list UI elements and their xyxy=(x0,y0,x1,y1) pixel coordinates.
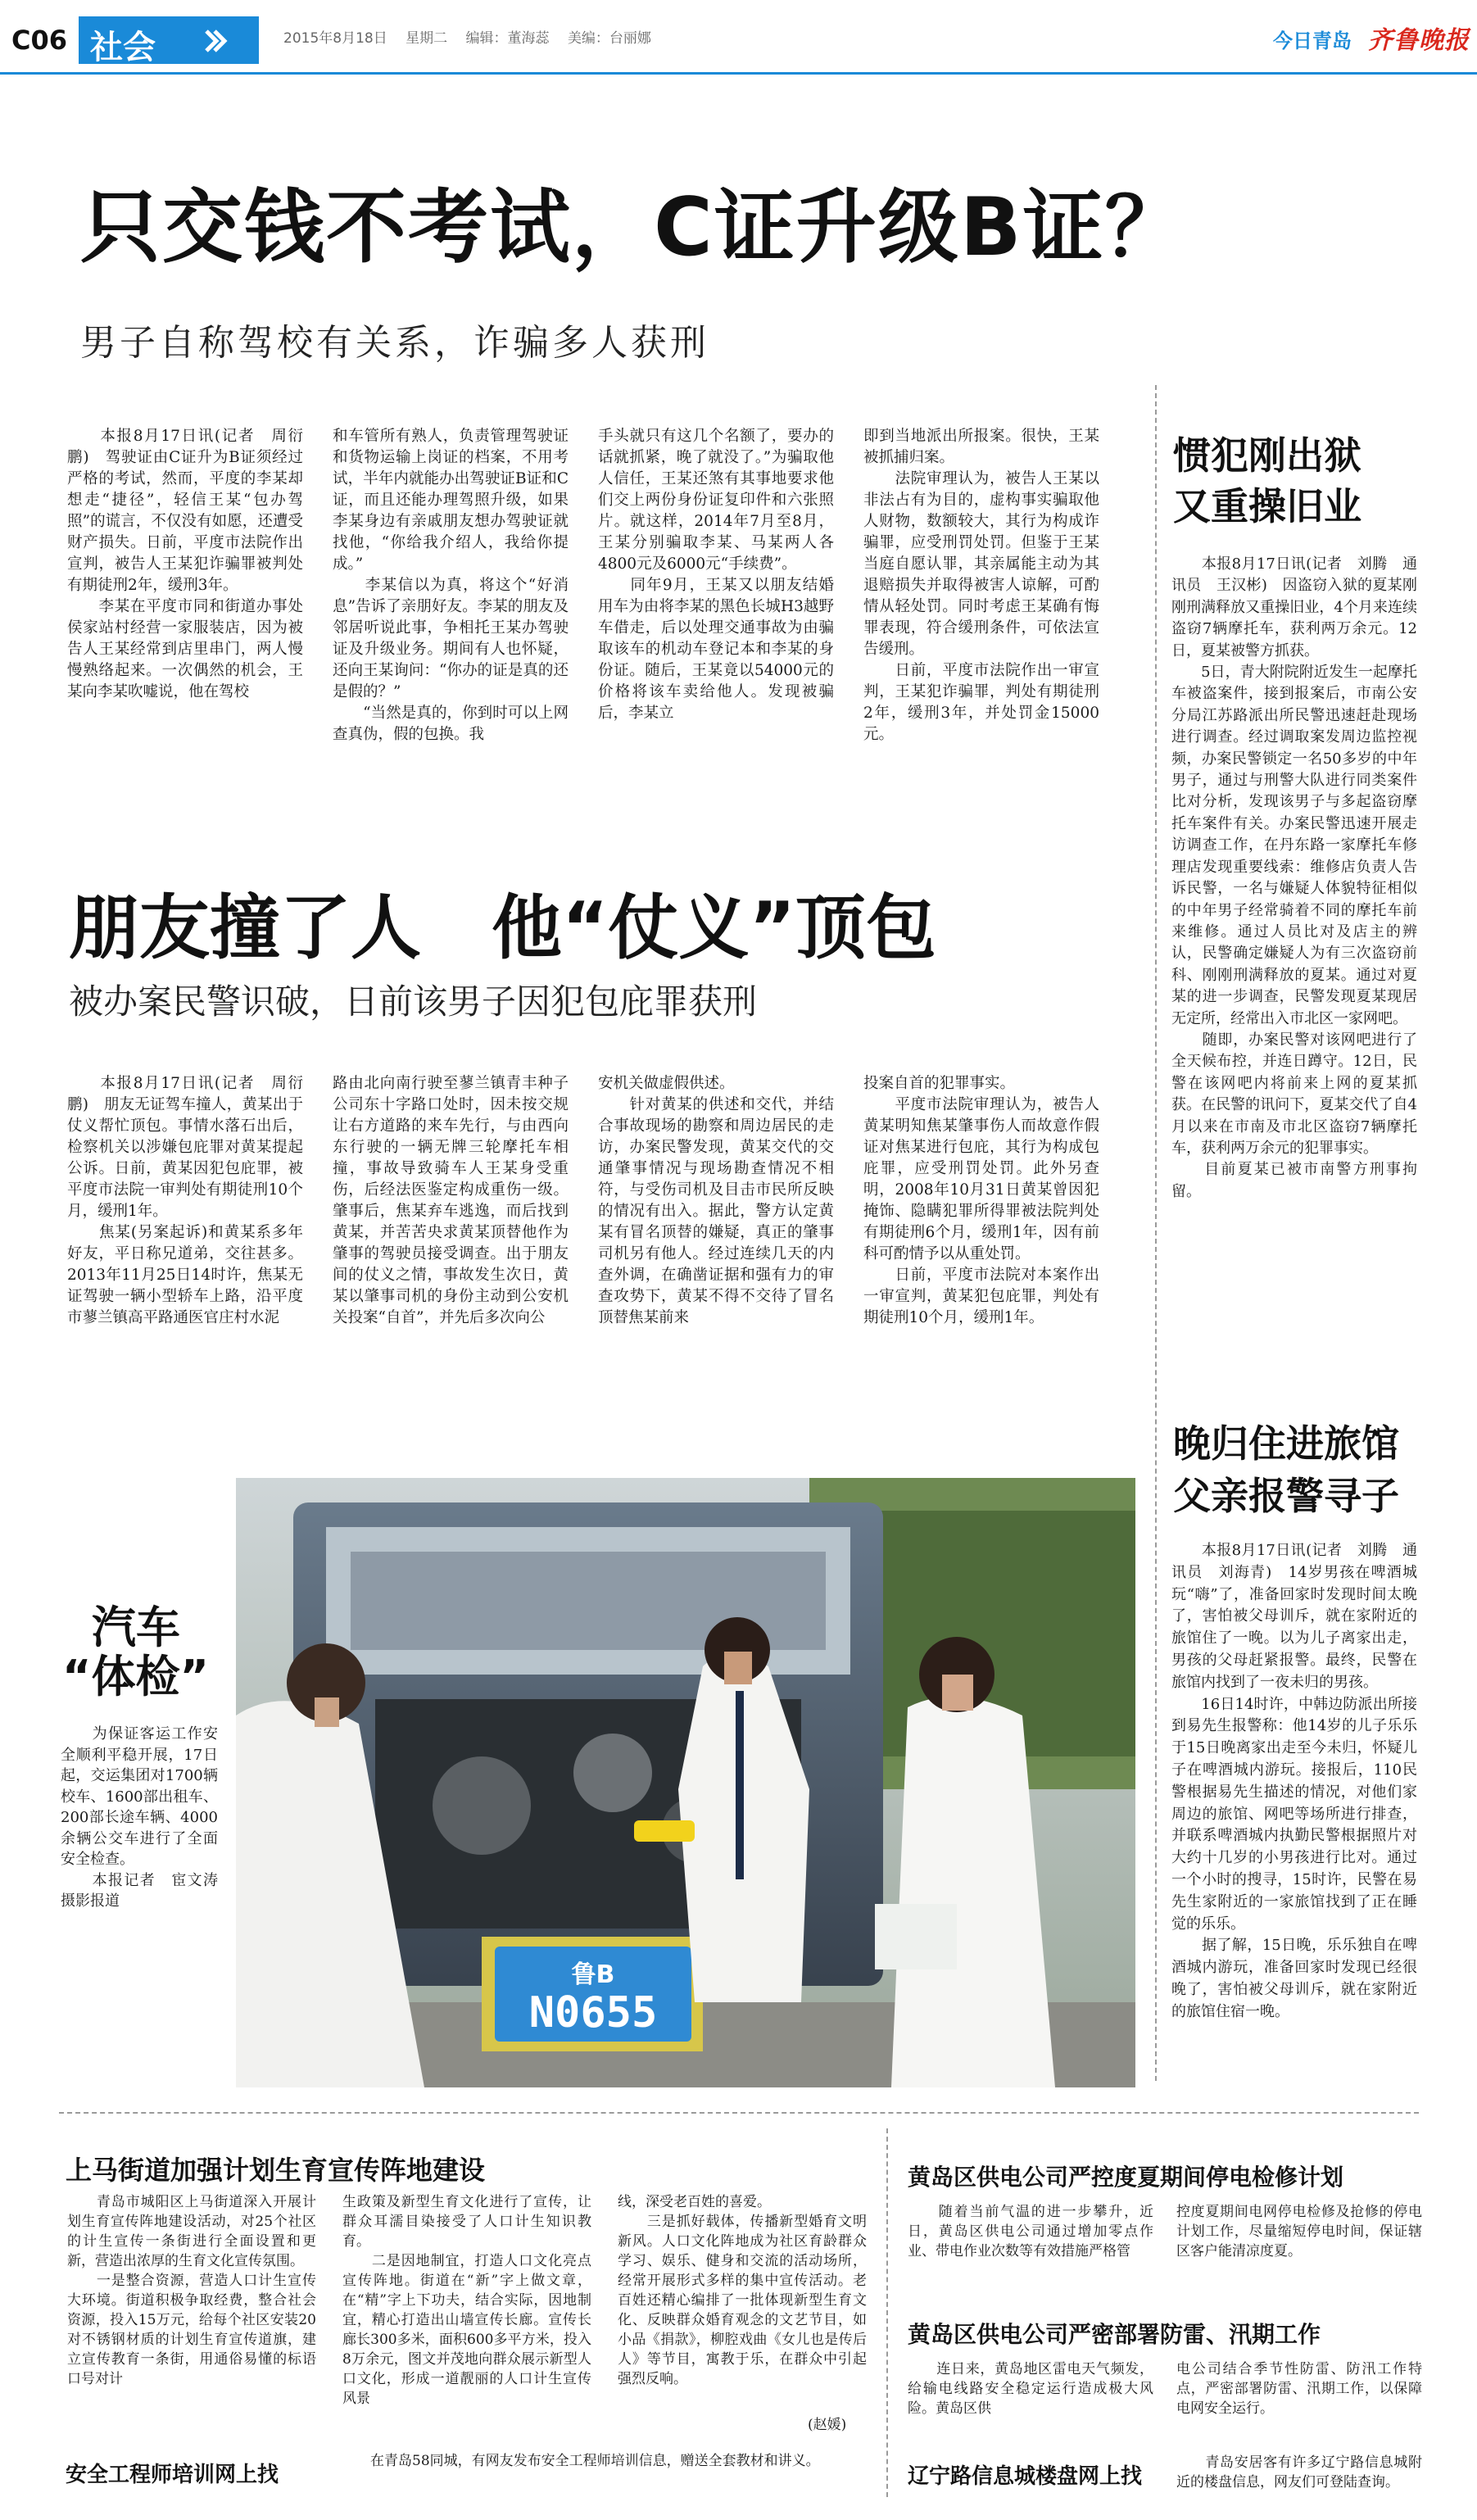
brief3-col2: 控度夏期间电网停电检修及抢修的停电计划工作，尽量缩短停电时间，保证辖区客户能清凉度夏。 xyxy=(1176,2204,1422,2259)
story1-col2: 和车管所有熟人，负责管理驾驶证和货物运输上岗证的档案，不用考试，半年内就能办出驾驶证B证和C证，而且还能办理驾照升级，如果李某身边有亲戚朋友想办驾驶证就找他，“你给我介绍人，我给你提成。” 李某信以为真，将这个“好消息”告诉了亲朋好友。李某的朋友及邻居听说此事，争相托王某办驾驶证及升级业务。期间有人也怀疑，还向王某询问：“你办的证是真的还是假的？” “当然是真的，你到时可以上网查真伪，假的包换。我 xyxy=(333,428,569,743)
story1-col3: 手头就只有这几个名额了，要办的话就抓紧，晚了就没了。”为骗取他人信任，王某还煞有其事地要求他们交上两份身份证复印件和六张照片。就这样，2014年7月至8月，王某分别骗取李某、马某两人各4800元及6000元“手续费”。 同年9月，王某又以朋友结婚用车为由将李某的黑色长城H3越野车借走，后以处理交通事故为由骗取该车的机动车登记本和李某的身份证。随后，王某竟以54000元的价格将该车卖给他人。发现被骗后，李某立 xyxy=(598,428,834,722)
story2-col2: 路由北向南行驶至蓼兰镇青丰种子公司东十字路口处时，因未按交规让右方道路的来车先行，与由西向东行驶的一辆无牌三轮摩托车相撞，事故导致骑车人王某身受重伤，后经法医鉴定构成重伤一级。肇事后，焦某弃车逃逸，而后找到黄某，并苦苦央求黄某顶替他作为肇事的驾驶员接受调查。出于朋友间的仗义之情，事故发生次日，黄某以肇事司机的身份主动到公安机关投案“自首”，并先后多次向公 xyxy=(333,1075,569,1326)
story1-subhead: 男子自称驾校有关系，诈骗多人获刑 xyxy=(80,322,709,364)
brief4-col1: 连日来，黄岛地区雷电天气频发，给输电线路安全稳定运行造成极大风险。黄岛区供 xyxy=(908,2361,1153,2417)
section-label: 社会 xyxy=(90,29,156,66)
section-tab xyxy=(79,16,259,64)
story1-headline: 只交钱不考试，C证升级B证？ xyxy=(80,181,1187,274)
story2-col3: 安机关做虚假供述。 针对黄某的供述和交代，并结合事故现场的勘察和周边居民的走访，办案民警发现，黄某交代的交通肇事情况与现场勘查情况不相符，与受伤司机及目击市民所反映的情况有出入。据此，警方认定黄某有冒名顶替的嫌疑，真正的肇事司机另有他人。经过连续几天的内查外调，在确凿证据和强有力的审查攻势下，黄某不得不交待了冒名顶替焦某前来 xyxy=(598,1075,834,1326)
brief2-body: 在青岛58同城，有网友发布安全工程师培训信息，赠送全套教材和讲义。 xyxy=(342,2453,820,2469)
brief3-title: 黄岛区供电公司严控度夏期间停电检修计划 xyxy=(908,2164,1344,2191)
header-weekday: 星期二 xyxy=(405,30,448,47)
brief1-author: (赵媛) xyxy=(808,2417,847,2433)
header-editor: 编辑：董海蕊 xyxy=(465,30,550,47)
photo-title-line1: 汽车 xyxy=(92,1602,180,1653)
page-header xyxy=(0,0,1477,74)
story2-subhead: 被办案民警识破，日前该男子因犯包庇罪获刑 xyxy=(69,981,758,1022)
brief1-col3: 线，深受老百姓的喜爱。 三是抓好载体，传播新型婚育文明新风。人口文化阵地成为社区育龄群众学习、娱乐、健身和交流的活动场所，经常开展形式多样的集中宣传活动。老百姓还精心编排了一批体现新型生育文化、反映群众婚育观念的文艺节目，如小品《捐款》，柳腔戏曲《女儿也是传后人》等节目，寓教于乐，在群众中引起强烈反响。 xyxy=(618,2194,867,2387)
photo-caption: 为保证客运工作安全顺利平稳开展，17日起，交运集团对1700辆校车、1600部出租车、200部长途车辆、4000余辆公交车进行了全面安全检查。 本报记者 宦文涛 摄影报道 xyxy=(61,1725,218,1910)
brief1-col2: 生政策及新型生育文化进行了宣传，让群众耳濡目染接受了人口计生知识教育。 二是因地制宜，打造人口文化亮点宣传阵地。街道在“新”字上做文章，在“精”字上下功夫，结合实际，因地制宜，精心打造出山墙宣传长廊。宣传长廊长300多米，面积600多平方米，投入8万余元，图文并茂地向群众展示新型人口文化，形成一道靓丽的人口计生宣传风景 xyxy=(342,2194,591,2407)
header-date: 2015年8月18日 xyxy=(283,30,387,47)
story4-body: 本报8月17日讯(记者 刘腾 通讯员 刘海青) 14岁男孩在啤酒城玩“嗨”了，准备回家时发现时间太晚了，害怕被父母训斥，就在家附近的旅馆住了一晚。以为儿子离家出走，男孩的父母赶紧报警。最终，民警在旅馆内找到了一夜未归的男孩。 16日14时许，中韩边防派出所接到易先生报警称：他14岁的儿子乐乐于15日晚离家出走至今未归，怀疑儿子在啤酒城内游玩。接报后，110民警根据易先生描述的情况，对他们家周边的旅馆、网吧等场所进行排查，并联系啤酒城内执勤民警根据照片对大约十几岁的小男孩进行比对。通过一个小时的搜寻，15时许，民警在易先生家附近的一家旅馆找到了正在睡觉的乐乐。 据了解，15日晚，乐乐独自在啤酒城内游玩，准备回家时发现已经很晚了，害怕被父母训斥，就在家附近的旅馆住宿一晚。 xyxy=(1171,1542,1417,2020)
brief2-title: 安全工程师培训网上找 xyxy=(66,2463,279,2487)
photo-title-line2: “体检” xyxy=(62,1651,209,1702)
plate-province: 鲁B xyxy=(571,1960,615,1989)
story2-col4: 投案自首的犯罪事实。 平度市法院审理认为，被告人黄某明知焦某肇事伤人而故意作假证对焦某进行包庇，其行为构成包庇罪，应受刑罚处罚。此外另查明，2008年10月31日黄某曾因犯掩饰、隐瞒犯罪所得罪被法院判处有期徒刑6个月，缓刑1年，因有前科可酌情予以从重处罚。 日前，平度市法院对本案作出一审宣判，黄某犯包庇罪，判处有期徒刑10个月，缓刑1年。 xyxy=(863,1075,1099,1326)
bus-inspection-photo xyxy=(236,1478,1135,2087)
page-number: C06 xyxy=(11,25,68,56)
briefs-top-divider xyxy=(59,2112,1419,2114)
header-rule xyxy=(0,72,1477,75)
story4-headline-line1: 晚归住进旅馆 xyxy=(1173,1421,1399,1466)
section-arrow-icon xyxy=(200,26,229,56)
story3-body: 本报8月17日讯(记者 刘腾 通讯员 王汉彬) 因盗窃入狱的夏某刚刚刑满释放又重操旧业，4个月来连续盗窃7辆摩托车，获利两万余元。12日，夏某被警方抓获。 5日，青大附院附近发生一起摩托车被盗案件，接到报案后，市南公安分局江苏路派出所民警迅速赶赴现场进行调查。经过调取案发周边监控视频，办案民警锁定一名50多岁的中年男子，通过与刑警大队进行同类案件比对分析，发现该男子与多起盗窃摩托车案件有关。办案民警迅速开展走访调查工作，在丹东路一家摩托车修理店发现重要线索：维修店负责人告诉民警，一名与嫌疑人体貌特征相似的中年男子经常骑着不同的摩托车前来维修。通过人员比对及店主的辨认，民警确定嫌疑人为有三次盗窃前科、刚刚刑满释放的夏某。通过对夏某的进一步调查，民警发现夏某现居无定所，经常出入市北区一家网吧。 随即，办案民警对该网吧进行了全天候布控，并连日蹲守。12日，民警在该网吧内将前来上网的夏某抓获。在民警的讯问下，夏某交代了自4月以来在市南及市北区盗窃7辆摩托车，获利两万余元的犯罪事实。 目前夏某已被市南警方刑事拘留。 xyxy=(1171,555,1417,1200)
masthead-logo: 齐鲁晚报 xyxy=(1368,26,1470,55)
story1-col4: 即到当地派出所报案。很快，王某被抓捕归案。 法院审理认为，被告人王某以非法占有为目的，虚构事实骗取他人财物，数额较大，其行为构成诈骗罪，应受刑罚处罚。但鉴于王某当庭自愿认罪，其亲属能主动为其退赔损失并取得被害人谅解，可酌情从轻处罚。同时考虑王某确有悔罪表现，符合缓刑条件，可依法宣告缓刑。 日前，平度市法院作出一审宣判，王某犯诈骗罪，判处有期徒刑2年，缓刑3年，并处罚金15000元。 xyxy=(863,428,1099,743)
brief1-col1: 青岛市城阳区上马街道深入开展计划生育宣传阵地建设活动，对25个社区的计生宣传一条街进行全面设置和更新，营造出浓厚的生育文化宣传氛围。 一是整合资源，营造人口计生宣传大环境。街道积极争取经费，整合社会资源，投入15万元，给每个社区安装20对不锈钢材质的计划生育宣传道旗，建立宣传教育一条街，用通俗易懂的标语口号对计 xyxy=(67,2194,316,2387)
brief4-col2: 电公司结合季节性防雷、防汛工作特点，严密部署防雷、汛期工作，以保障电网安全运行。 xyxy=(1176,2361,1422,2417)
story3-headline-line2: 又重操旧业 xyxy=(1173,484,1361,528)
brief1-title: 上马街道加强计划生育宣传阵地建设 xyxy=(66,2155,486,2186)
brief3-col1: 随着当前气温的进一步攀升，近日，黄岛区供电公司通过增加零点作业、带电作业次数等有效措施严格管 xyxy=(908,2204,1153,2259)
header-designer: 美编：台丽娜 xyxy=(567,30,651,47)
story2-headline: 朋友撞了人 他“仗义”顶包 xyxy=(69,887,937,969)
story2-col1: 本报8月17日讯(记者 周衍鹏) 朋友无证驾车撞人，黄某出于仗义帮忙顶包。事情水落石出后，检察机关以涉嫌包庇罪对黄某提起公诉。日前，黄某因犯包庇罪，被平度市法院一审判处有期徒刑10个月，缓刑1年。 焦某(另案起诉)和黄某系多年好友，平日称兄道弟，交往甚多。2013年11月25日14时许，焦某无证驾驶一辆小型轿车上路，沿平度市蓼兰镇高平路通医官庄村水泥 xyxy=(67,1075,303,1326)
brief5-title: 辽宁路信息城楼盘网上找 xyxy=(908,2464,1143,2489)
brief5-body: 青岛安居客有许多辽宁路信息城附近的楼盘信息，网友们可登陆查询。 xyxy=(1176,2454,1422,2491)
sidebar-divider xyxy=(1155,385,1157,2081)
header-meta xyxy=(283,26,651,47)
brand-label: 今日青岛 xyxy=(1273,29,1352,52)
story1-col1: 本报8月17日讯(记者 周衍鹏) 驾驶证由C证升为B证须经过严格的考试，然而，平度的李某却想走“捷径”，轻信王某“包办驾照”的谎言，不仅没有如愿，还遭受财产损失。日前，平度市法院作出宣判，被告人王某犯诈骗罪被判处有期徒刑2年，缓刑3年。 李某在平度市同和街道办事处侯家站村经营一家服装店，因为被告人王某经常到店里串门，两人慢慢熟络起来。一次偶然的机会，王某向李某吹嘘说，他在驾校 xyxy=(67,428,303,700)
story4-headline-line2: 父亲报警寻子 xyxy=(1173,1474,1399,1518)
story3-headline-line1: 惯犯刚出狱 xyxy=(1173,433,1361,478)
plate-number: N0655 xyxy=(528,1988,658,2037)
brief4-title: 黄岛区供电公司严密部署防雷、汛期工作 xyxy=(908,2321,1321,2348)
briefs-middle-divider xyxy=(886,2128,888,2497)
